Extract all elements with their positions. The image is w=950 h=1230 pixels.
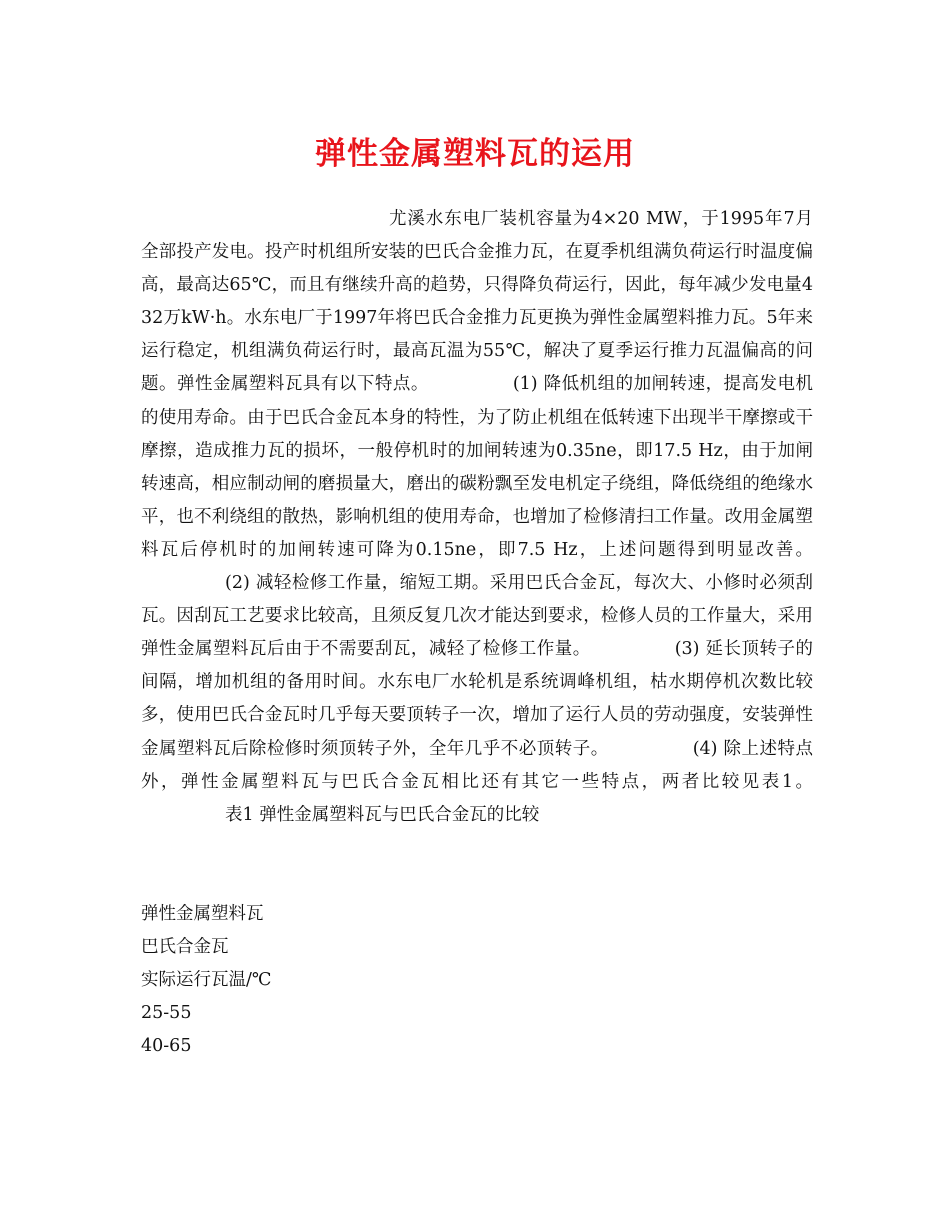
point-1-text: (1) 降低机组的加闸转速，提高发电机的使用寿命。由于巴氏合金瓦本身的特性，为了防止机组在低转速下出现半干摩擦或干摩擦，造成推力瓦的损坏，一般停机时的加闸转速为0.35ne，即17.5 Hz，由于加闸转速高，相应制动闸的磨损量大，磨出的碳粉飘至发电机定子绕组，降低绕组的绝缘水平，也不利绕组的散热，影响机组的使用寿命，也增加了检修清扫工作量。改用金属塑料瓦后停机时的加闸转速可降为0.15ne，即7.5 Hz，上述问题得到明显改善。 bbox=[141, 374, 814, 560]
intro-text: 尤溪水东电厂装机容量为4×20 MW，于1995年7月全部投产发电。投产时机组所安装的巴氏合金推力瓦，在夏季机组满负荷运行时温度偏高，最高达65℃，而且有继续升高的趋势，只得降负荷运行，因此，每年减少发电量432万kW·h。水东电厂于1997年将巴氏合金推力瓦更换为弹性金属塑料推力瓦。5年来运行稳定，机组满负荷运行时，最高瓦温为55℃，解决了夏季运行推力瓦温偏高的问题。弹性金属塑料瓦具有以下特点。 bbox=[141, 209, 813, 395]
table-caption: 表1 弹性金属塑料瓦与巴氏合金瓦的比较 bbox=[225, 804, 540, 825]
table-row-1-label: 实际运行瓦温/℃ bbox=[141, 970, 272, 991]
document-title: 弹性金属塑料瓦的运用 bbox=[315, 136, 635, 172]
comparison-table-text bbox=[141, 898, 813, 1063]
table-col-header-1: 弹性金属塑料瓦 bbox=[141, 904, 264, 924]
body-paragraph bbox=[141, 203, 813, 832]
point-2-text: (2) 减轻检修工作量，缩短工期。采用巴氏合金瓦，每次大、小修时必须刮瓦。因刮瓦工艺要求比较高，且须反复几次才能达到要求，检修人员的工作量大，采用弹性金属塑料瓦后由于不需要刮瓦，减轻了检修工作量。 bbox=[141, 573, 813, 660]
point-4-text: (4) 除上述特点外，弹性金属塑料瓦与巴氏合金瓦相比还有其它一些特点，两者比较见表1。 bbox=[141, 738, 813, 792]
table-row-1-value-2: 40-65 bbox=[141, 1036, 192, 1057]
table-row-1-value-1: 25-55 bbox=[141, 1003, 192, 1024]
table-col-header-2: 巴氏合金瓦 bbox=[141, 937, 229, 958]
point-3-text: (3) 延长顶转子的间隔，增加机组的备用时间。水东电厂水轮机是系统调峰机组，枯水期停机次数比较多，使用巴氏合金瓦时几乎每天要顶转子一次，增加了运行人员的劳动强度，安装弹性金属塑料瓦后除检修时须顶转子外，全年几乎不必顶转子。 bbox=[141, 639, 814, 759]
